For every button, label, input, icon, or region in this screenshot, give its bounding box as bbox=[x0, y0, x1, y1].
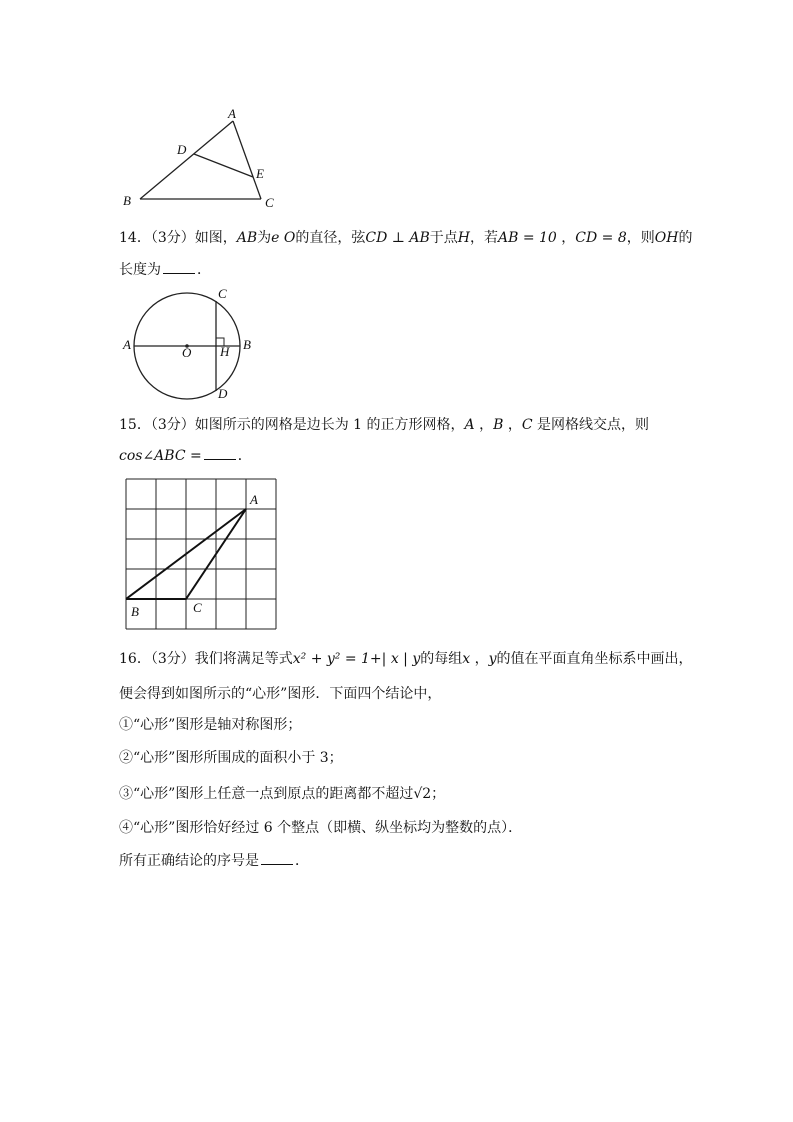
q14-at-point: 于点 bbox=[429, 230, 458, 246]
q15-answer-blank[interactable] bbox=[204, 446, 236, 460]
q14-diameter: 的直径，弦 bbox=[295, 230, 366, 246]
q16-each-group: 的每组 bbox=[420, 651, 463, 667]
q14-length-is: 长度为 bbox=[119, 262, 161, 278]
q14-number: 14． bbox=[119, 230, 151, 246]
q15-end: ． bbox=[237, 448, 252, 464]
q16-answer-blank[interactable] bbox=[261, 851, 293, 865]
label-a: A bbox=[228, 106, 236, 121]
label-d: D bbox=[177, 142, 187, 157]
label-a: A bbox=[250, 492, 258, 507]
q16-plot-text: 的值在平面直角坐标系中画出， bbox=[496, 651, 693, 667]
q14-circle-o: e O bbox=[271, 230, 296, 246]
label-c: C bbox=[193, 600, 202, 615]
q14-h: H bbox=[457, 230, 470, 246]
q16-equation: x² + y² = 1+| x | y bbox=[292, 651, 421, 667]
q14-if: ，若 bbox=[470, 230, 498, 246]
segment-ac bbox=[233, 121, 261, 199]
triangle-figure-13 bbox=[118, 104, 288, 214]
label-o: O bbox=[182, 345, 192, 360]
q14-tail: 的 bbox=[678, 230, 693, 246]
q14-line1: 14．（3分）如图，AB为e O的直径，弦CD ⊥ AB于点H，若AB = 10 ，CD = 8，则OH的 bbox=[119, 230, 693, 246]
q16-ask: 所有正确结论的序号是 bbox=[119, 853, 259, 869]
q14-ab: AB bbox=[236, 230, 258, 246]
q14-intro: 如图， bbox=[194, 230, 237, 246]
q16-statement-2: ②“心形”图形所围成的面积小于 3； bbox=[119, 750, 343, 766]
label-c: C bbox=[265, 195, 274, 210]
q14-then: ，则 bbox=[626, 230, 655, 246]
q16-intro: 16．（3分）我们将满足等式 bbox=[119, 651, 293, 667]
segment-ab bbox=[140, 121, 233, 199]
label-d: D bbox=[218, 386, 228, 401]
label-a: A bbox=[123, 337, 131, 352]
q16-statement-3 bbox=[119, 784, 445, 804]
q16-s3-text: ③“心形”图形上任意一点到原点的距离都不超过 bbox=[119, 786, 414, 802]
q15-intro: 15．（3分）如图所示的网格是边长为 1 的正方形网格， bbox=[119, 417, 465, 433]
q15-rest: 是网格线交点，则 bbox=[537, 417, 650, 433]
q16-s3-end: ； bbox=[431, 786, 446, 802]
label-e: E bbox=[256, 166, 264, 181]
q15-a: A bbox=[464, 417, 475, 433]
q16-statement-1: ①“心形”图形是轴对称图形； bbox=[119, 717, 302, 733]
label-c: C bbox=[218, 286, 227, 301]
q16-end: ． bbox=[295, 853, 309, 869]
q14-end: ． bbox=[197, 262, 211, 278]
q15-c: C bbox=[521, 417, 533, 433]
q14-ab-eq: AB = 10 bbox=[498, 230, 557, 246]
q15-line1: 15．（3分）如图所示的网格是边长为 1 的正方形网格，A ，B ，C 是网格线交点，则 bbox=[119, 417, 650, 433]
label-b: B bbox=[131, 604, 139, 619]
q14-cd-eq: CD = 8 bbox=[575, 230, 627, 246]
q16-sqrt2: √2 bbox=[413, 786, 432, 802]
q14-line2 bbox=[119, 260, 211, 280]
segment-de bbox=[194, 154, 253, 177]
q16-line1: 16．（3分）我们将满足等式x² + y² = 1+| x | y的每组x ，y的值在平面直角坐标系中画出， bbox=[119, 651, 693, 667]
q15-line2 bbox=[119, 446, 252, 466]
q14-wei: 为 bbox=[257, 230, 272, 246]
q15-b: B bbox=[493, 417, 504, 433]
q16-question bbox=[119, 851, 309, 871]
q16-statement-4: ④“心形”图形恰好经过 6 个整点（即横、纵坐标均为整数的点）． bbox=[119, 820, 523, 836]
q14-cd-perp-ab: CD ⊥ AB bbox=[365, 230, 430, 246]
q16-line2: 便会得到如图所示的“心形”图形．下面四个结论中， bbox=[119, 686, 442, 702]
label-b: B bbox=[123, 193, 131, 208]
q16-y: y bbox=[488, 651, 497, 667]
label-b: B bbox=[243, 337, 251, 352]
q14-answer-blank[interactable] bbox=[163, 260, 195, 274]
q15-cos-abc: cos∠ABC = bbox=[119, 448, 202, 464]
q14-oh: OH bbox=[654, 230, 679, 246]
grid-figure-15 bbox=[123, 476, 283, 636]
label-h: H bbox=[220, 344, 230, 359]
q14-score: （3分） bbox=[150, 230, 195, 246]
q16-x: x bbox=[462, 651, 471, 667]
